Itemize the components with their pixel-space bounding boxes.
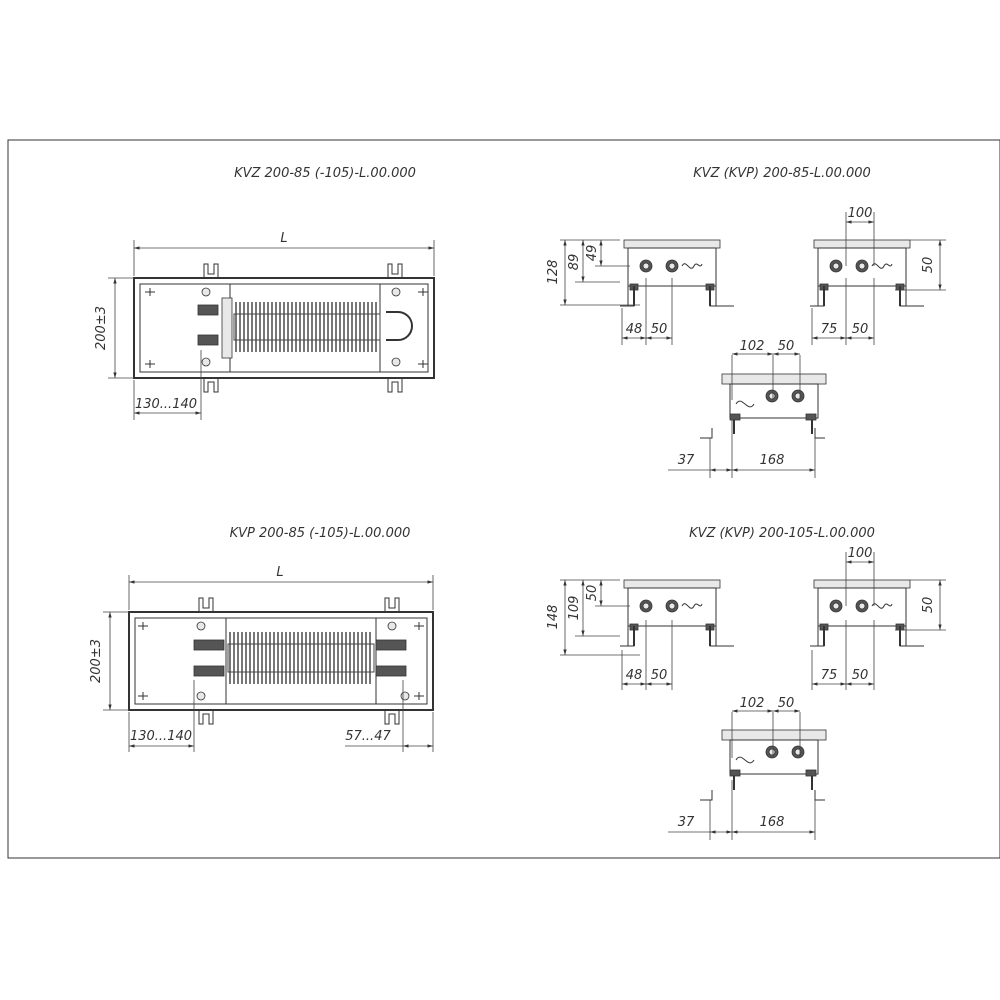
dim-length-bottom: L bbox=[276, 565, 284, 580]
dim-102-a: 102 bbox=[739, 339, 765, 354]
section-e-105 bbox=[810, 546, 946, 690]
dim-89: 89 bbox=[567, 253, 582, 271]
section-c-85 bbox=[668, 339, 826, 478]
dim-49: 49 bbox=[585, 244, 600, 262]
dim-50-e: 50 bbox=[585, 584, 600, 602]
dim-offset-left-bottom: 130...140 bbox=[129, 729, 193, 744]
dim-75-a: 75 bbox=[820, 322, 838, 337]
dim-50-i: 50 bbox=[777, 696, 795, 711]
dim-50-a: 50 bbox=[650, 322, 668, 337]
dim-168-b: 168 bbox=[759, 815, 785, 830]
dim-75-b: 75 bbox=[820, 668, 838, 683]
title-section-105: KVZ (KVP) 200-105-L.00.000 bbox=[689, 526, 875, 541]
plan-view-kvz bbox=[94, 166, 434, 420]
dim-offset-top: 130...140 bbox=[134, 397, 198, 412]
dim-50-d: 50 bbox=[777, 339, 795, 354]
dim-148: 148 bbox=[546, 604, 561, 630]
dim-50-b: 50 bbox=[921, 256, 936, 274]
dim-109: 109 bbox=[567, 595, 582, 621]
dim-100-a: 100 bbox=[847, 206, 873, 221]
dim-50-h: 50 bbox=[851, 668, 869, 683]
section-f-105 bbox=[668, 696, 826, 840]
dim-offset-right-bottom: 57...47 bbox=[345, 729, 391, 744]
dim-128: 128 bbox=[546, 259, 561, 285]
section-a-85 bbox=[546, 240, 734, 345]
title-section-85: KVZ (KVP) 200-85-L.00.000 bbox=[693, 166, 871, 181]
dim-50-g: 50 bbox=[921, 596, 936, 614]
title-kvp-plan: KVP 200-85 (-105)-L.00.000 bbox=[229, 526, 411, 541]
plan-view-kvp bbox=[89, 526, 433, 752]
dim-width-bottom: 200±3 bbox=[89, 639, 104, 683]
dim-width-top: 200±3 bbox=[94, 306, 109, 350]
dim-168-a: 168 bbox=[759, 453, 785, 468]
dim-37-a: 37 bbox=[677, 453, 695, 468]
section-b-85 bbox=[810, 206, 946, 345]
dim-100-b: 100 bbox=[847, 546, 873, 561]
dim-37-b: 37 bbox=[677, 815, 695, 830]
dim-48-a: 48 bbox=[625, 322, 643, 337]
dim-50-c: 50 bbox=[851, 322, 869, 337]
dim-length-top: L bbox=[280, 231, 288, 246]
dim-50-f: 50 bbox=[650, 668, 668, 683]
section-d-105 bbox=[546, 580, 734, 690]
dim-102-b: 102 bbox=[739, 696, 765, 711]
dim-48-b: 48 bbox=[625, 668, 643, 683]
title-kvz-plan: KVZ 200-85 (-105)-L.00.000 bbox=[234, 166, 416, 181]
